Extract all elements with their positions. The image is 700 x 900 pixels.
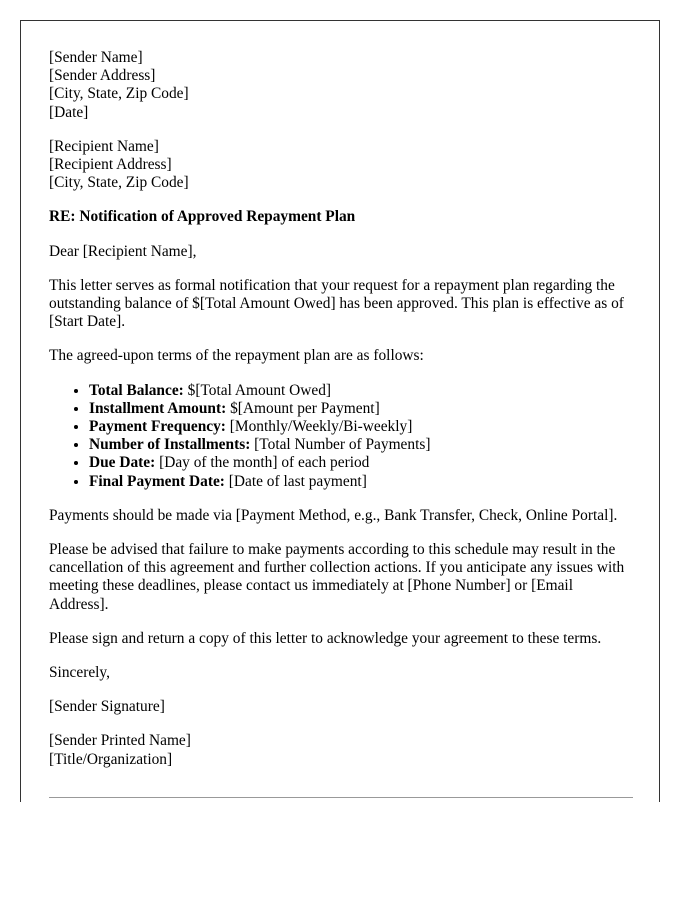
term-value: [Total Number of Payments] [250, 436, 431, 454]
sender-address: [Sender Address] [49, 67, 156, 85]
recipient-name: [Recipient Name] [49, 137, 159, 155]
letter-body [49, 49, 634, 785]
term-label: Installment Amount: [89, 399, 227, 417]
term-item [89, 436, 634, 454]
payment-method-paragraph: Payments should be made via [Payment Method, e.g., Bank Transfer, Check, Online Portal]. [49, 506, 618, 524]
sender-signoff [49, 732, 634, 768]
sender-block [49, 49, 634, 122]
recipient-address: [Recipient Address] [49, 156, 172, 174]
recipient-block [49, 138, 634, 193]
terms-intro: The agreed-upon terms of the repayment plan are as follows: [49, 347, 424, 365]
terms-list [49, 382, 634, 491]
warning-paragraph: Please be advised that failure to make payments according to this schedule may result in the cancellation of this agreement and further collection actions. If you anticipate any issues with meeting these deadlines, please contact us immediately at [Phone Number] or [Email Address]. [49, 541, 625, 613]
letter-page [20, 20, 660, 802]
recipient-city: [City, State, Zip Code] [49, 174, 189, 192]
term-label: Payment Frequency: [89, 418, 226, 436]
term-item [89, 418, 634, 436]
divider [49, 797, 633, 798]
sender-title: [Title/Organization] [49, 750, 173, 768]
term-item [89, 454, 634, 472]
sender-city: [City, State, Zip Code] [49, 85, 189, 103]
term-value: [Day of the month] of each period [155, 454, 370, 472]
printed-name: [Sender Printed Name] [49, 732, 191, 750]
term-label: Total Balance: [89, 381, 184, 399]
intro-paragraph: This letter serves as formal notification that your request for a repayment plan regarding the outstanding balance of $[Total Amount Owed] has been approved. This plan is effective as of [Start Date]. [49, 276, 624, 331]
subject-line [49, 208, 634, 226]
term-value: $[Amount per Payment] [226, 399, 380, 417]
signature: [Sender Signature] [49, 698, 165, 716]
term-value: $[Total Amount Owed] [183, 381, 332, 399]
sender-name: [Sender Name] [49, 49, 143, 66]
term-value: [Date of last payment] [224, 472, 367, 490]
salutation: Dear [Recipient Name], [49, 242, 197, 260]
term-label: Final Payment Date: [89, 472, 225, 490]
term-label: Due Date: [89, 454, 156, 472]
closing: Sincerely, [49, 664, 110, 682]
subject-text: RE: Notification of Approved Repayment Plan [49, 208, 356, 226]
sign-request-paragraph: Please sign and return a copy of this letter to acknowledge your agreement to these terms. [49, 629, 602, 647]
term-item [89, 473, 634, 491]
term-item [89, 382, 634, 400]
term-value: [Monthly/Weekly/Bi-weekly] [225, 418, 413, 436]
term-item [89, 400, 634, 418]
letter-date: [Date] [49, 103, 89, 121]
term-label: Number of Installments: [89, 436, 251, 454]
